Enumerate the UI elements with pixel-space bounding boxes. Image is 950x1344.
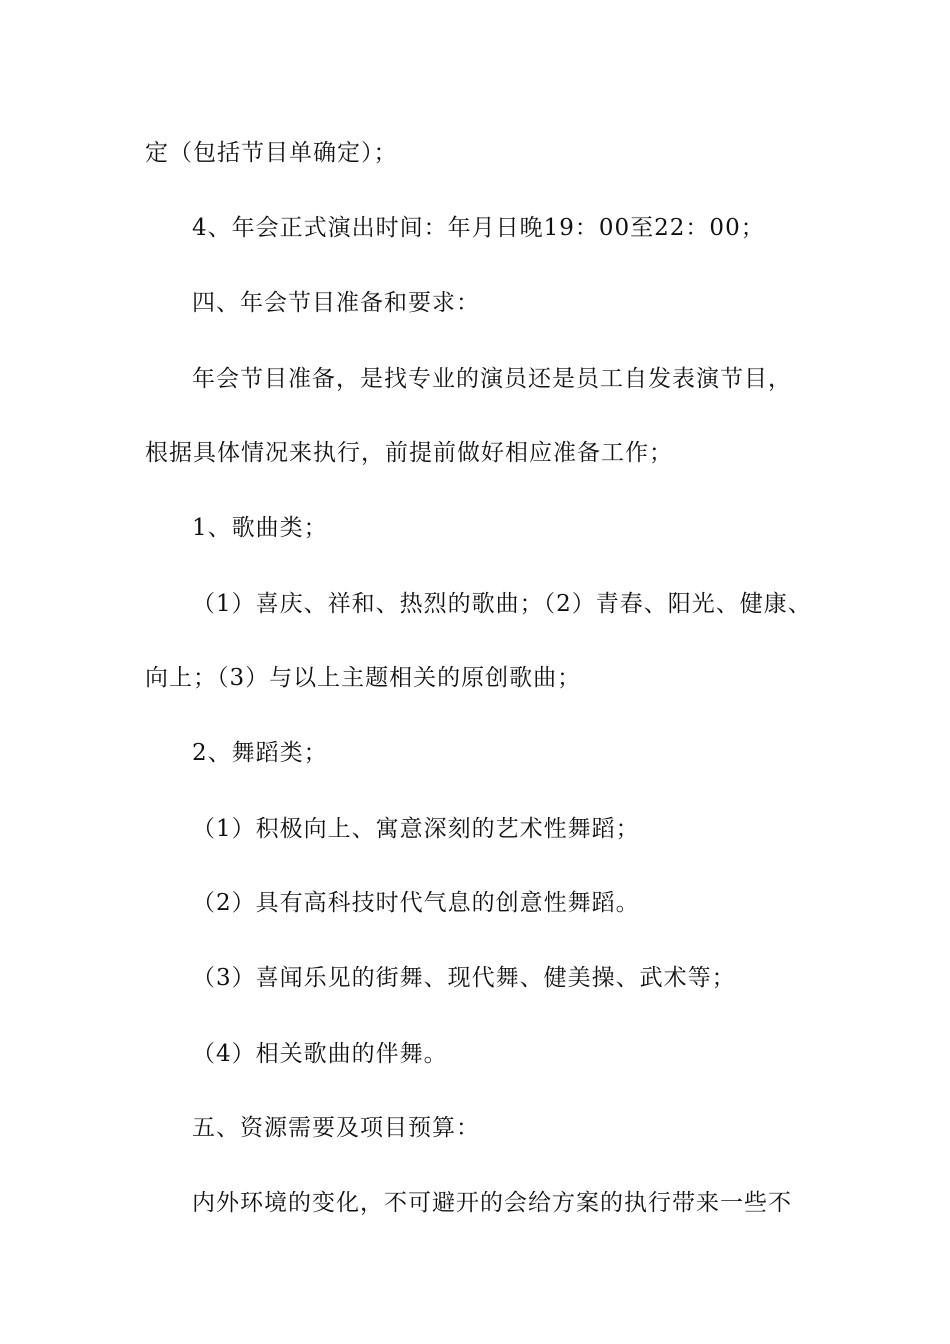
list-item-dance-4: （4）相关歌曲的伴舞。 [192,1041,448,1067]
section-heading-5: 五、资源需要及项目预算： [192,1115,480,1141]
list-item-dance-1: （1）积极向上、寓意深刻的艺术性舞蹈； [192,816,640,842]
paragraph-line: 年会节目准备，是找专业的演员还是员工自发表演节目， [192,366,792,392]
subheading-dance: 2、舞蹈类； [192,740,328,766]
text-line-schedule-time: 4、年会正式演出时间：年月日晚19：00至22：00； [192,215,765,241]
list-item-dance-3: （3）喜闻乐见的街舞、现代舞、健美操、武术等； [192,965,736,991]
text-line-continuation: 定（包括节目单确定）； [145,140,398,166]
list-item-songs-continued: 向上；（3）与以上主题相关的原创歌曲； [145,665,582,691]
paragraph-line: 内外环境的变化，不可避开的会给方案的执行带来一些不 [192,1190,792,1216]
section-heading-4: 四、年会节目准备和要求： [192,290,480,316]
list-item-songs: （1）喜庆、祥和、热烈的歌曲；（2）青春、阳光、健康、 [192,591,812,617]
list-item-dance-2: （2）具有高科技时代气息的创意性舞蹈。 [192,890,640,916]
paragraph-line: 根据具体情况来执行，前提前做好相应准备工作； [145,440,673,466]
subheading-songs: 1、歌曲类； [192,515,328,541]
